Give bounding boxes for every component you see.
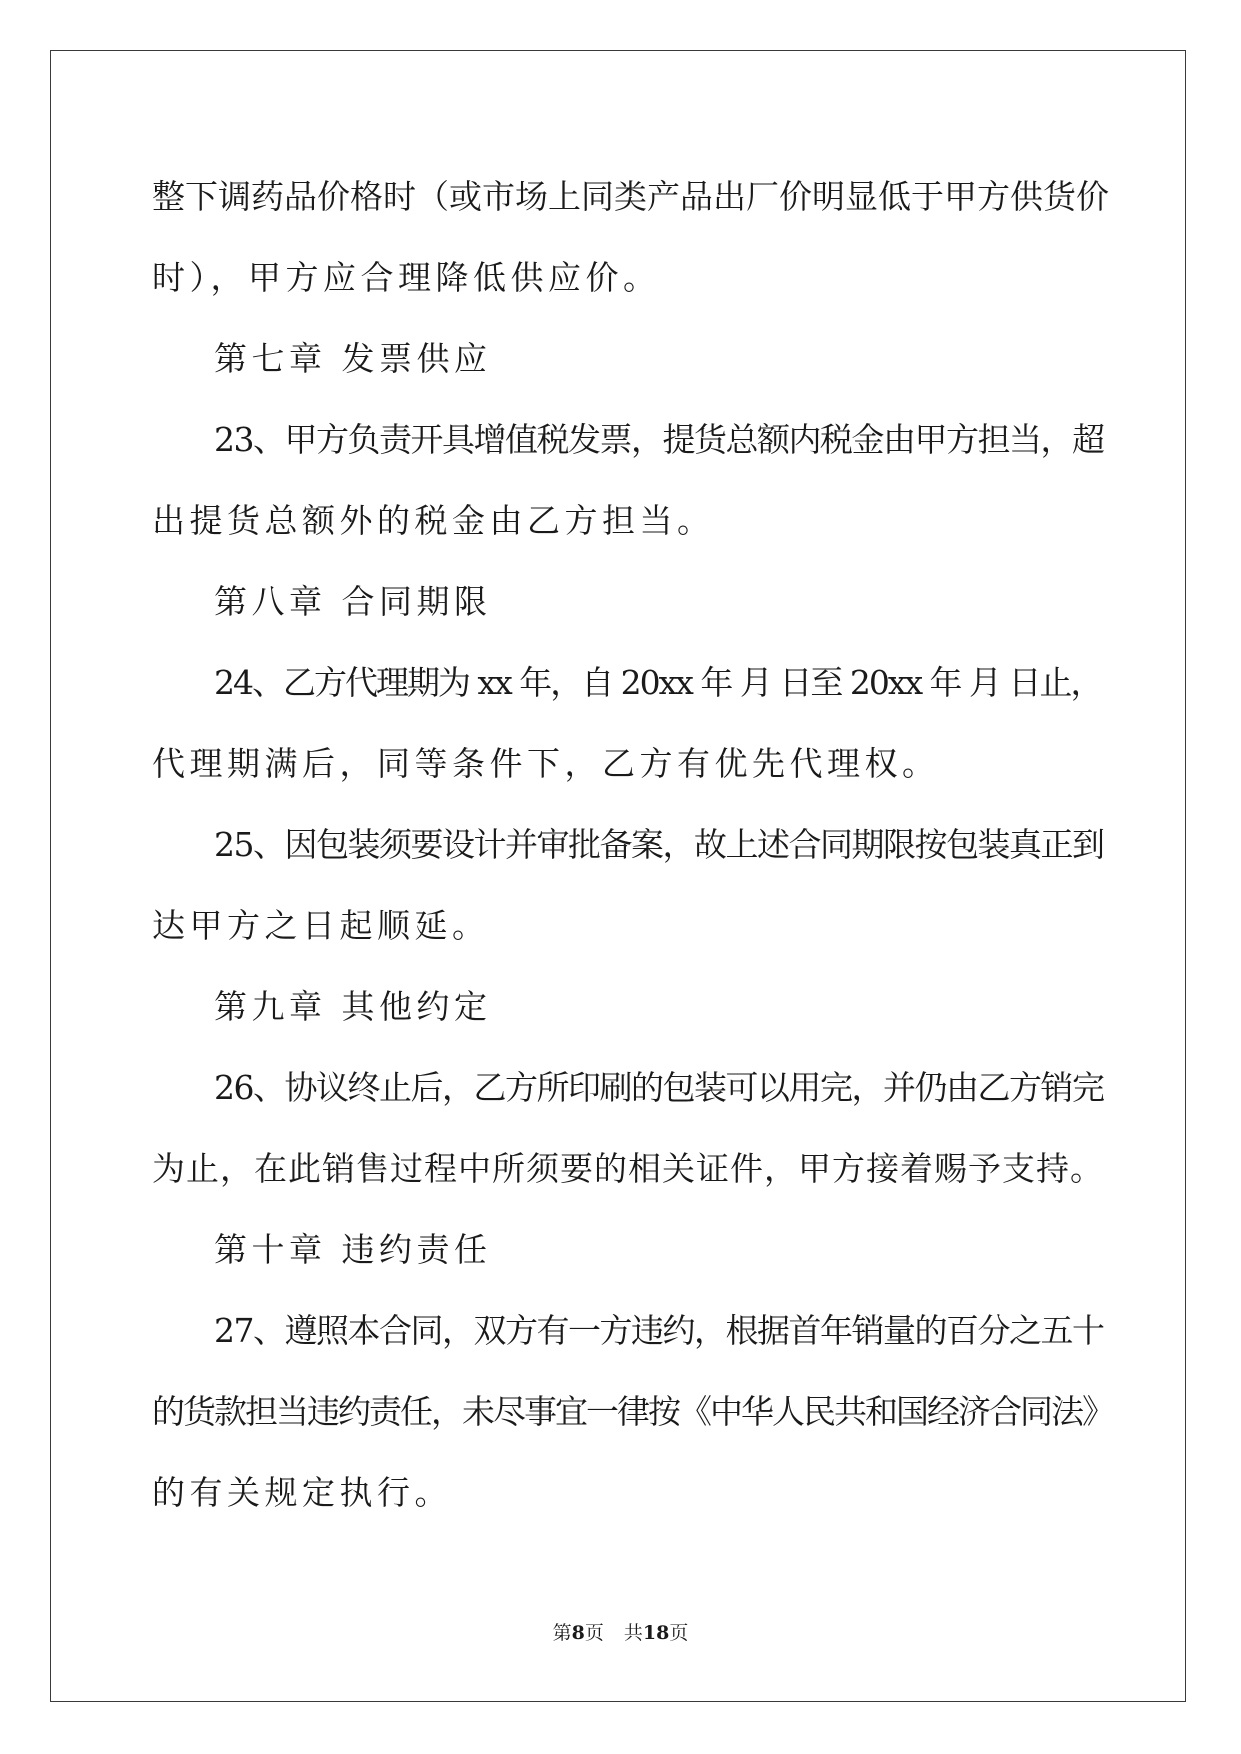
chapter-heading-7: 第七章 发票供应 xyxy=(214,339,492,378)
footer-page-suffix: 页 xyxy=(584,1622,604,1644)
chapter-heading-10: 第十章 违约责任 xyxy=(214,1230,492,1269)
clause-23-line-1: 23、甲方负责开具增值税发票，提货总额内税金由甲方担当，超 xyxy=(214,420,1104,459)
chapter-heading-8: 第八章 合同期限 xyxy=(214,582,492,621)
text-line-1: 整下调药品价格时（或市场上同类产品出厂价明显低于甲方供货价 xyxy=(152,177,1109,216)
footer-total-number: 18 xyxy=(642,1622,670,1644)
clause-24-line-2: 代理期满后，同等条件下，乙方有优先代理权。 xyxy=(152,744,940,783)
clause-27-line-2: 的货款担当违约责任，未尽事宜一律按《中华人民共和国经济合同法》 xyxy=(152,1392,1113,1431)
clause-24-line-1: 24、乙方代理期为 xx 年，自 20xx 年 月 日至 20xx 年 月 日止， xyxy=(214,663,1102,702)
footer-page-prefix: 第 xyxy=(552,1622,572,1644)
clause-23-line-2: 出提货总额外的税金由乙方担当。 xyxy=(152,501,715,540)
clause-26-line-1: 26、协议终止后，乙方所印刷的包装可以用完，并仍由乙方销完 xyxy=(214,1068,1104,1107)
footer-total-prefix: 共 xyxy=(623,1622,643,1644)
clause-27-line-3: 的有关规定执行。 xyxy=(152,1473,452,1512)
clause-25-line-2: 达甲方之日起顺延。 xyxy=(152,906,490,945)
page-footer xyxy=(0,1618,1241,1645)
clause-27-line-1: 27、遵照本合同，双方有一方违约，根据首年销量的百分之五十 xyxy=(214,1311,1104,1350)
clause-25-line-1: 25、因包装须要设计并审批备案，故上述合同期限按包装真正到 xyxy=(214,825,1104,864)
text-line-2: 时），甲方应合理降低供应价。 xyxy=(152,258,661,297)
clause-26-line-2: 为止，在此销售过程中所须要的相关证件，甲方接着赐予支持。 xyxy=(152,1149,1104,1188)
chapter-heading-9: 第九章 其他约定 xyxy=(214,987,492,1026)
footer-page-number: 8 xyxy=(571,1622,585,1644)
footer-total-suffix: 页 xyxy=(669,1622,689,1644)
